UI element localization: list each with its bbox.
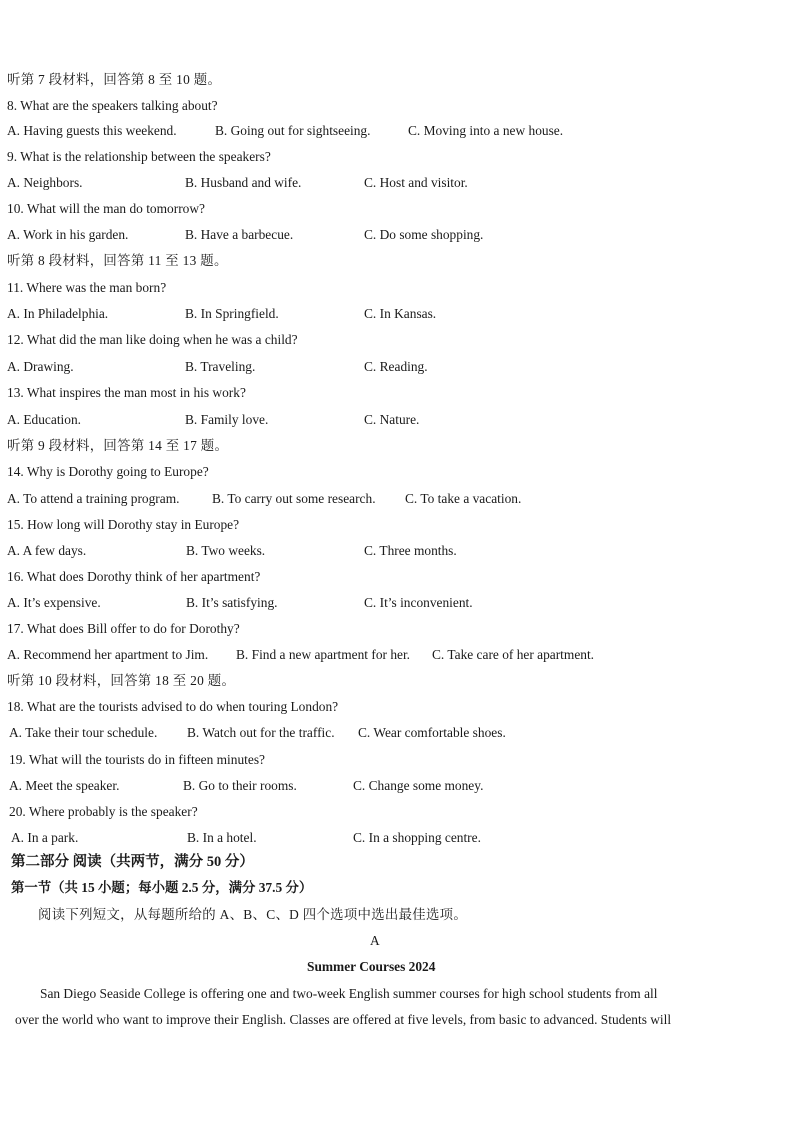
question-12-stem: 12. What did the man like doing when he was a child? <box>7 332 298 347</box>
question-18-option-b: B. Watch out for the traffic. <box>187 725 335 740</box>
question-12-option-a: A. Drawing. <box>7 359 74 374</box>
question-18-options <box>0 722 794 744</box>
question-17-option-a: A. Recommend her apartment to Jim. <box>7 647 209 662</box>
question-10-option-a: A. Work in his garden. <box>7 227 129 242</box>
question-9-stem: 9. What is the relationship between the speakers? <box>7 149 271 164</box>
reading-part-title-line <box>0 851 794 873</box>
question-15-option-b: B. Two weeks. <box>186 543 266 558</box>
question-8 <box>0 95 794 117</box>
passage-line-1 <box>0 983 794 1005</box>
question-16-option-b: B. It’s satisfying. <box>186 595 278 610</box>
section-8-header: 听第 8 段材料，回答第 11 至 13 题。 <box>7 253 228 268</box>
question-20-stem: 20. Where probably is the speaker? <box>9 804 198 819</box>
question-17-option-b: B. Find a new apartment for her. <box>236 647 411 662</box>
passage-letter: A <box>370 933 380 948</box>
question-10-stem: 10. What will the man do tomorrow? <box>7 201 205 216</box>
question-14-stem: 14. Why is Dorothy going to Europe? <box>7 464 209 479</box>
question-14-options <box>0 488 794 510</box>
question-20 <box>0 801 794 823</box>
section-9-header-line <box>0 435 794 457</box>
question-13 <box>0 382 794 404</box>
question-19-stem: 19. What will the tourists do in fifteen minutes? <box>9 752 265 767</box>
question-17-options <box>0 644 794 666</box>
question-17 <box>0 618 794 640</box>
section-8-header-line <box>0 250 794 272</box>
question-20-option-c: C. In a shopping centre. <box>353 830 481 845</box>
reading-instruction-line <box>0 904 794 926</box>
question-15-stem: 15. How long will Dorothy stay in Europe? <box>7 517 240 532</box>
question-13-options <box>0 409 794 431</box>
question-10-option-b: B. Have a barbecue. <box>185 227 294 242</box>
question-18-stem: 18. What are the tourists advised to do when touring London? <box>7 699 339 714</box>
section-7-header-line <box>0 69 794 91</box>
question-20-option-a: A. In a park. <box>11 830 79 845</box>
question-12 <box>0 329 794 351</box>
passage-line-2 <box>0 1009 794 1031</box>
question-18-option-c: C. Wear comfortable shoes. <box>358 725 506 740</box>
question-18-option-a: A. Take their tour schedule. <box>9 725 158 740</box>
question-16 <box>0 566 794 588</box>
question-19-option-c: C. Change some money. <box>353 778 484 793</box>
question-13-option-b: B. Family love. <box>185 412 269 427</box>
question-11-option-b: B. In Springfield. <box>185 306 279 321</box>
reading-instruction: 阅读下列短文，从每题所给的 A、B、C、D 四个选项中选出最佳选项。 <box>38 907 468 922</box>
question-9-option-c: C. Host and visitor. <box>364 175 468 190</box>
question-17-stem: 17. What does Bill offer to do for Dorothy? <box>7 621 240 636</box>
question-8-option-c: C. Moving into a new house. <box>408 123 564 138</box>
question-16-options <box>0 592 794 614</box>
question-14-option-a: A. To attend a training program. <box>7 491 180 506</box>
question-14-option-b: B. To carry out some research. <box>212 491 376 506</box>
question-19-option-b: B. Go to their rooms. <box>183 778 297 793</box>
section-10-header: 听第 10 段材料，回答第 18 至 20 题。 <box>7 673 236 688</box>
question-11-option-a: A. In Philadelphia. <box>7 306 109 321</box>
passage-title-line <box>0 956 794 978</box>
question-10-option-c: C. Do some shopping. <box>364 227 484 242</box>
passage-letter-line <box>0 930 794 952</box>
reading-section-title-line <box>0 877 794 899</box>
question-8-option-a: A. Having guests this weekend. <box>7 123 177 138</box>
question-12-option-b: B. Traveling. <box>185 359 256 374</box>
passage-title: Summer Courses 2024 <box>307 959 436 974</box>
question-9 <box>0 146 794 168</box>
reading-section-title: 第一节（共 15 小题；每小题 2.5 分，满分 37.5 分） <box>11 880 313 895</box>
question-20-option-b: B. In a hotel. <box>187 830 257 845</box>
reading-part-title: 第二部分 阅读（共两节，满分 50 分） <box>11 854 254 870</box>
question-16-option-a: A. It’s expensive. <box>7 595 101 610</box>
question-15 <box>0 514 794 536</box>
question-13-stem: 13. What inspires the man most in his work? <box>7 385 246 400</box>
question-12-option-c: C. Reading. <box>364 359 428 374</box>
question-13-option-c: C. Nature. <box>364 412 420 427</box>
question-19-options <box>0 775 794 797</box>
question-15-option-c: C. Three months. <box>364 543 457 558</box>
question-8-options <box>0 120 794 142</box>
question-15-option-a: A. A few days. <box>7 543 87 558</box>
question-11-stem: 11. Where was the man born? <box>7 280 167 295</box>
question-9-option-a: A. Neighbors. <box>7 175 83 190</box>
question-8-stem: 8. What are the speakers talking about? <box>7 98 218 113</box>
question-16-option-c: C. It’s inconvenient. <box>364 595 473 610</box>
question-11-options <box>0 303 794 325</box>
question-14-option-c: C. To take a vacation. <box>405 491 522 506</box>
question-19-option-a: A. Meet the speaker. <box>9 778 120 793</box>
section-9-header: 听第 9 段材料，回答第 14 至 17 题。 <box>7 438 229 453</box>
question-19 <box>0 749 794 771</box>
question-8-option-b: B. Going out for sightseeing. <box>215 123 371 138</box>
question-10-options <box>0 224 794 246</box>
passage-text-line-1: San Diego Seaside College is offering one and two-week English summer courses for high school students from all <box>40 986 658 1001</box>
question-14 <box>0 461 794 483</box>
passage-text-line-2: over the world who want to improve their English. Classes are offered at five levels, from basic to advanced. Students will <box>15 1012 672 1027</box>
question-16-stem: 16. What does Dorothy think of her apartment? <box>7 569 261 584</box>
question-17-option-c: C. Take care of her apartment. <box>432 647 595 662</box>
section-7-header: 听第 7 段材料，回答第 8 至 10 题。 <box>7 72 222 87</box>
question-13-option-a: A. Education. <box>7 412 82 427</box>
question-18 <box>0 696 794 718</box>
question-11-option-c: C. In Kansas. <box>364 306 437 321</box>
section-10-header-line <box>0 670 794 692</box>
question-12-options <box>0 356 794 378</box>
question-10 <box>0 198 794 220</box>
question-11 <box>0 277 794 299</box>
question-15-options <box>0 540 794 562</box>
question-9-options <box>0 172 794 194</box>
question-9-option-b: B. Husband and wife. <box>185 175 302 190</box>
question-20-options <box>0 827 794 849</box>
